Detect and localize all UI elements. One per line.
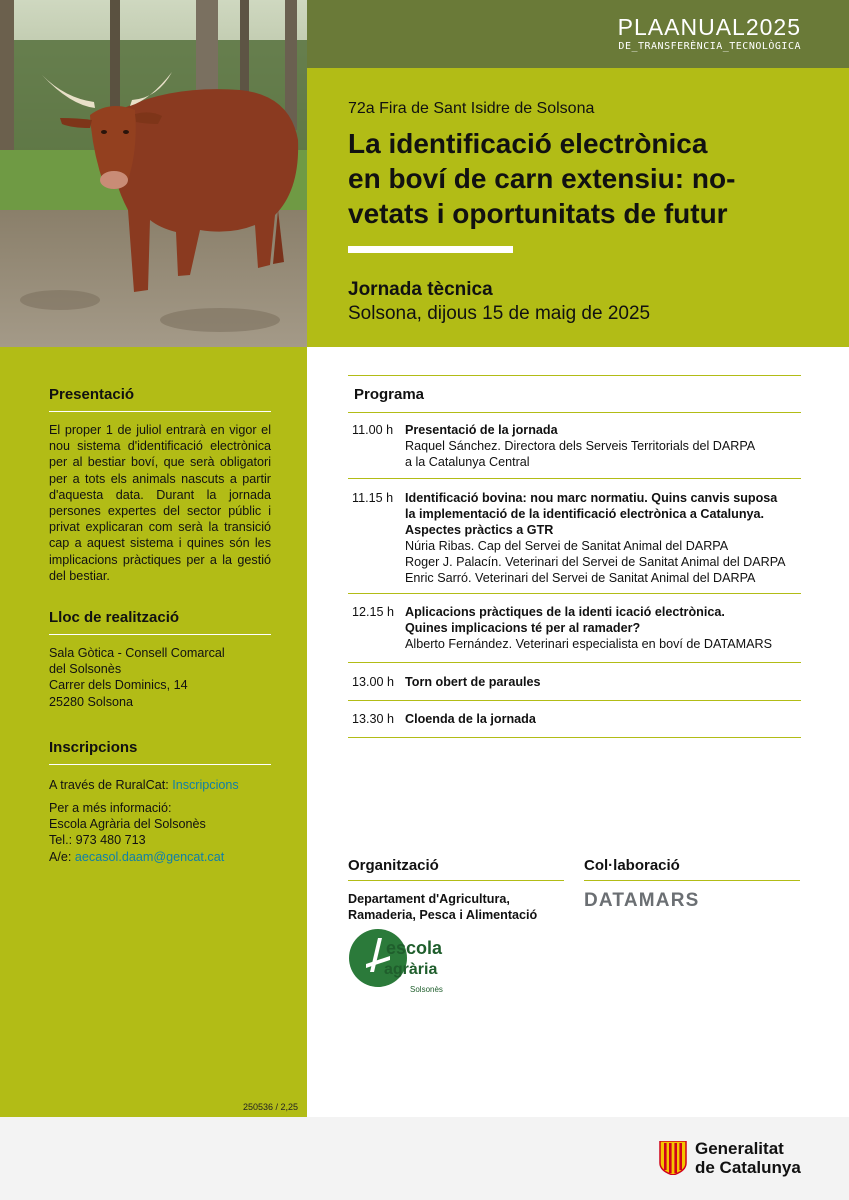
program-topic: Cloenda de la jornada [405,712,536,726]
email-link[interactable]: aecasol.daam@gencat.cat [74,849,225,864]
program-speaker: Enric Sarró. Veterinari del Servei de Sanitat Animal del DARPA [405,571,756,585]
ruralcat-label: A través de RuralCat: [49,778,173,792]
program-divider [348,662,801,663]
datamars-logo: DATAMARS [584,890,700,911]
program-speaker: Alberto Fernández. Veterinari especialista en boví de DATAMARS [405,637,773,651]
programa-top-rule [348,375,801,376]
section-divider [49,634,271,635]
section-divider [49,764,271,765]
program-item [405,674,801,690]
program-speaker: Roger J. Palacín. Veterinari del Servei de Sanitat Animal del DARPA [405,555,786,569]
title-line: en boví de carn extensiu: no- [348,163,736,194]
address-line: del Solsonès [49,662,122,677]
inscripcions-via [49,777,271,793]
escola-logo-line1: escola [386,938,443,958]
programa-title: Programa [354,386,425,403]
event-type: Jornada tècnica [348,279,493,300]
program-time: 13.30 h [352,712,395,726]
escola-agraria-logo [348,928,448,996]
program-topic: Torn obert de paraules [405,675,541,689]
program-item [405,490,801,586]
cow-photo [0,0,307,347]
program-topic: Presentació de la jornada [405,423,558,437]
program-divider [348,737,801,738]
program-divider [348,593,801,594]
program-item [405,604,801,652]
address-line: Carrer dels Dominics, 14 [49,678,188,693]
inscripcions-link[interactable]: Inscripcions [172,778,239,792]
program-topic: Identificació bovina: nou marc normatiu. Quins canvis suposa [405,491,778,505]
program-topic: Aplicacions pràctiques de la identi icació electrònica. [405,605,725,619]
program-speaker: a la Catalunya Central [405,455,530,469]
presentacio-title: Presentació [49,386,135,403]
page-title [348,126,818,231]
email-line [49,849,271,865]
info-line: Tel.: 973 480 713 [49,833,146,848]
program-time: 11.15 h [352,491,394,505]
address-line: Sala Gòtica - Consell Comarcal [49,646,225,660]
program-topic: Quines implicacions té per al ramader? [405,621,641,635]
section-divider [49,411,271,412]
escola-logo-line3: Solsonès [410,985,443,994]
event-fira: 72a Fira de Sant Isidre de Solsona [348,100,595,117]
program-time: 12.15 h [352,605,395,619]
lloc-address [49,645,271,710]
organitzacio-rule [348,880,564,881]
collaboracio-title: Col·laboració [584,857,680,874]
inscripcions-title: Inscripcions [49,739,138,756]
program-time: 11.00 h [352,423,394,437]
document-code: 250536 / 2,25 [242,1102,298,1112]
address-line: 25280 Solsona [49,694,134,709]
department-line: Ramaderia, Pesca i Alimentació [348,908,538,922]
generalitat-line: de Catalunya [695,1158,801,1177]
program-speaker: Núria Ribas. Cap del Servei de Sanitat Animal del DARPA [405,539,729,553]
program-topic: Aspectes pràctics a GTR [405,523,554,537]
program-speaker: Raquel Sánchez. Directora dels Serveis Territorials del DARPA [405,439,756,453]
program-item [405,422,801,470]
department-name [348,891,568,923]
title-line: La identificació electrònica [348,128,708,159]
program-divider [348,478,801,479]
plan-anual-title: PLAANUAL2025 [617,14,801,40]
email-label: A/e: [49,849,75,864]
program-divider [348,700,801,701]
generalitat-wordmark [695,1139,801,1177]
programa-rule [348,412,801,413]
title-line: vetats i oportunitats de futur [348,198,728,229]
program-time: 13.00 h [352,675,395,689]
collaboracio-rule [584,880,800,881]
title-divider [348,246,513,253]
program-item [405,711,801,727]
event-date: Solsona, dijous 15 de maig de 2025 [348,303,651,324]
presentacio-text: El proper 1 de juliol entrarà en vigor el nou sistema d'identificació electrònica per al bestiar boví, que serà obligatori per a tots els animals nascuts a partir d'aquesta data. Durant la jornada persones expertes del sector públic i privat explicaran com serà la transició cap a aquest sistema i quines són les implicacions pràctiques per a la gestió del bestiar. [49,423,271,583]
plan-anual-subtitle: DE_TRANSFERÈNCIA_TECNOLÒGICA [618,41,801,52]
department-line: Departament d'Agricultura, [348,892,510,906]
generalitat-flag-icon [658,1141,688,1175]
info-block [49,800,271,865]
organitzacio-title: Organització [348,857,439,874]
info-line: Escola Agrària del Solsonès [49,817,206,832]
program-topic: la implementació de la identificació electrònica a Catalunya. [405,507,765,521]
info-line: Per a més informació: [49,801,172,815]
generalitat-line: Generalitat [695,1139,784,1158]
escola-logo-line2: agrària [384,961,438,978]
lloc-title: Lloc de realització [49,609,180,626]
